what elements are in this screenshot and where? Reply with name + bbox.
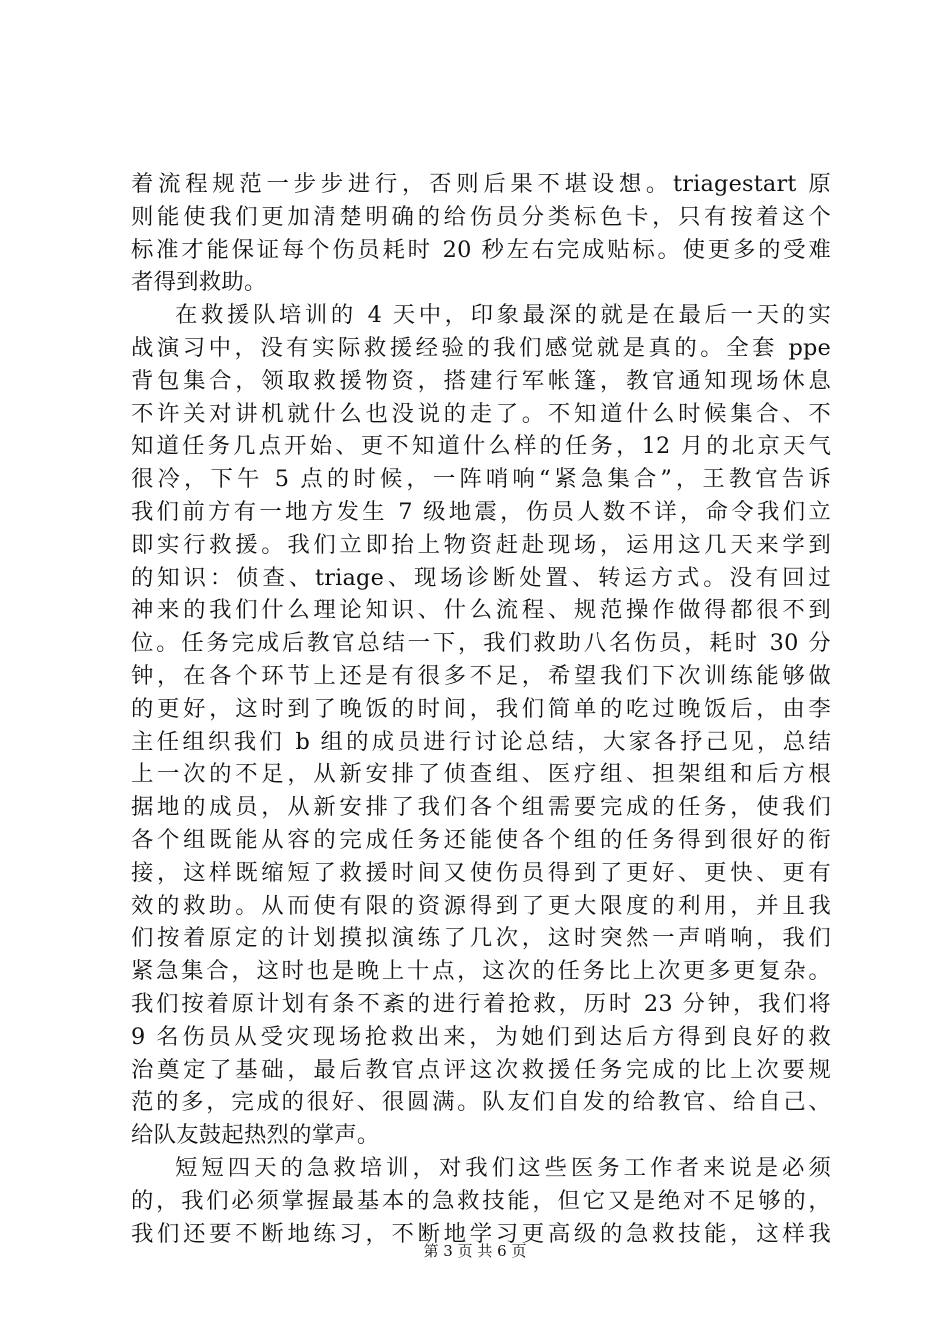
text-line: 着流程规范一步步进行，否则后果不堪设想。triagestart 原 <box>131 171 831 197</box>
text-line: 战演习中，没有实际救援经验的我们感觉就是真的。全套 ppe <box>131 334 831 361</box>
body-text <box>131 168 831 1250</box>
page-number-footer: 第 3 页 共 6 页 <box>423 1242 527 1260</box>
text-line: 给队友鼓起热烈的掌声。 <box>131 1122 380 1149</box>
text-line: 据地的成员，从新安排了我们各个组需要完成的任务，使我们 <box>131 794 831 821</box>
text-line: 效的救助。从而使有限的资源得到了更大限度的利用，并且我 <box>131 892 831 919</box>
text-line: 标准才能保证每个伤员耗时 20 秒左右完成贴标。使更多的受难 <box>131 236 831 263</box>
text-line: 者得到救助。 <box>131 269 267 296</box>
text-line: 紧急集合，这时也是晚上十点，这次的任务比上次更多更复杂。 <box>131 958 831 985</box>
text-line: 的更好，这时到了晚饭的时间，我们简单的吃过晚饭后，由李 <box>131 695 831 722</box>
text-line: 的，我们必须掌握最基本的急救技能，但它又是绝对不足够的， <box>131 1187 831 1214</box>
text-line: 各个组既能从容的完成任务还能使各个组的任务得到很好的衔 <box>131 826 831 853</box>
text-line: 接，这样既缩短了救援时间又使伤员得到了更好、更快、更有 <box>131 859 831 886</box>
text-line: 上一次的不足，从新安排了侦查组、医疗组、担架组和后方根 <box>131 761 831 788</box>
text-line: 我们前方有一地方发生 7 级地震，伤员人数不详，命令我们立 <box>131 498 831 525</box>
text-line: 治奠定了基础，最后教官点评这次救援任务完成的比上次要规 <box>131 1056 831 1083</box>
text-line: 则能使我们更加清楚明确的给伤员分类标色卡，只有按着这个 <box>131 203 831 230</box>
text-line: 钟，在各个环节上还是有很多不足，希望我们下次训练能够做 <box>131 662 831 689</box>
text-line: 范的多，完成的很好、很圆满。队友们自发的给教官、给自己、 <box>131 1089 831 1116</box>
text-line: 背包集合，领取救援物资，搭建行军帐篷，教官通知现场休息 <box>131 367 831 394</box>
text-line: 们按着原定的计划摸拟演练了几次，这时突然一声哨响，我们 <box>131 925 831 952</box>
text-line: 知道任务几点开始、更不知道什么样的任务，12 月的北京天气 <box>131 433 831 460</box>
text-line: 即实行救援。我们立即抬上物资赶赴现场，运用这几天来学到 <box>131 531 831 558</box>
text-line: 主任组织我们 b 组的成员进行讨论总结，大家各抒己见，总结 <box>131 728 831 755</box>
paragraph-start-line: 在救援队培训的 4 天中，印象最深的就是在最后一天的实 <box>175 302 831 329</box>
text-line: 我们还要不断地练习，不断地学习更高级的急救技能，这样我 <box>131 1220 831 1247</box>
text-line: 位。任务完成后教官总结一下，我们救助八名伤员，耗时 30 分 <box>131 630 831 657</box>
text-line: 神来的我们什么理论知识、什么流程、规范操作做得都很不到 <box>131 597 831 624</box>
text-line: 不许关对讲机就什么也没说的走了。不知道什么时候集合、不 <box>131 400 831 427</box>
paragraph-start-line: 短短四天的急救培训，对我们这些医务工作者来说是必须 <box>175 1154 831 1181</box>
text-line: 的知识：侦查、triage、现场诊断处置、转运方式。没有回过 <box>131 564 831 591</box>
text-line: 我们按着原计划有条不紊的进行着抢救，历时 23 分钟，我们将 <box>131 990 831 1017</box>
text-line: 9 名伤员从受灾现场抢救出来，为她们到达后方得到良好的救 <box>131 1023 831 1050</box>
text-line: 很冷，下午 5 点的时候，一阵哨响“紧急集合”，王教官告诉 <box>131 466 831 493</box>
